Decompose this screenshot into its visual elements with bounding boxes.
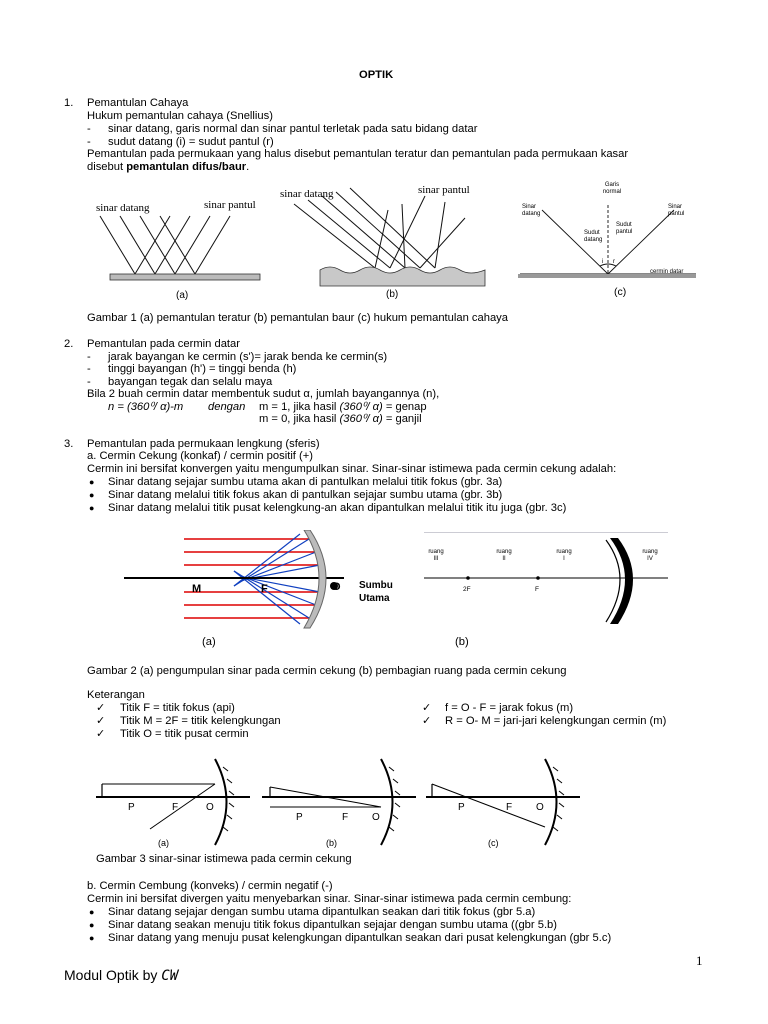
check-icon: ✓ (422, 702, 432, 714)
cond2-expr: (360⁰/ α) (339, 413, 383, 425)
bullet-icon: ● (89, 477, 95, 487)
figure-1b-diffuse-reflection (280, 182, 495, 302)
dash: - (87, 363, 91, 375)
section-2-heading: Pemantulan pada cermin datar (87, 338, 240, 350)
ruang-I: ruang I (556, 549, 572, 562)
keterangan-left-3: Titik O = titik pusat cermin (120, 728, 249, 740)
concave-bullet-3: Sinar datang melalui titik pusat kelengkung-an akan dipantulkan melalui titik itu juga (gbr. 3c) (108, 502, 567, 514)
bullet-icon: ● (89, 920, 95, 930)
convex-bullet-1: Sinar datang sejajar dengan sumbu utama dipantulkan seakan dari titik fokus (gbr 5.a) (108, 906, 536, 918)
ruang-IV: ruang IV (642, 549, 658, 562)
flat-mirror-item-3: bayangan tegak dan selalu maya (108, 376, 273, 388)
figure-2a-concave-converging (124, 530, 404, 636)
footer-author: CW (161, 968, 179, 984)
convex-description: Cermin ini bersifat divergen yaitu menyebarkan sinar. Sinar-sinar istimewa pada cermin cembung: (87, 893, 572, 905)
keterangan-right-2: R = O- M = jari-jari kelengkungan cermin (m) (445, 715, 667, 727)
fig-1a-tag: (a) (176, 290, 189, 301)
check-icon: ✓ (96, 715, 106, 727)
fig-3c-F: F (506, 802, 513, 813)
keterangan-left-1: Titik F = titik fokus (api) (120, 702, 235, 714)
formula-n: n = (360⁰/ α)-m (108, 401, 184, 413)
caption-gambar-2: Gambar 2 (a) pengumpulan sinar pada cermin cekung (b) pembagian ruang pada cermin cekung (87, 665, 567, 677)
dash: - (87, 376, 91, 388)
para2-prefix: disebut (87, 161, 127, 173)
fig-3b-F: F (342, 812, 349, 823)
label-O: O (332, 581, 341, 593)
label-sinar-pantul-b: sinar pantul (418, 184, 470, 196)
reflection-paragraph-2 (87, 161, 249, 174)
section-2-number: 2. (64, 338, 74, 350)
bullet-icon: ● (89, 933, 95, 943)
dash: - (87, 136, 91, 148)
label-F-b: F (535, 586, 539, 593)
cond1-pre: m = 1, jika hasil (259, 401, 337, 413)
label-cermin-datar: cermin datar (650, 269, 684, 275)
caption-gambar-3: Gambar 3 sinar-sinar istimewa pada cermin cekung (96, 853, 352, 865)
keterangan-heading: Keterangan (87, 689, 145, 701)
fig-3c-O: O (536, 802, 544, 813)
keterangan-right-1: f = O - F = jarak fokus (m) (445, 702, 574, 714)
law-item-1: sinar datang, garis normal dan sinar pantul terletak pada satu bidang datar (108, 123, 478, 135)
keterangan-left-2: Titik M = 2F = titik kelengkungan (120, 715, 281, 727)
concave-description: Cermin ini bersifat konvergen yaitu mengumpulkan sinar. Sinar-sinar istimewa pada cermin cekung adalah: (87, 463, 617, 475)
figure-1a-regular-reflection (90, 186, 270, 304)
label-sinar-datang-c: Sinar datang (522, 204, 541, 217)
footer-credit (64, 967, 178, 984)
ruang-II: ruang II (496, 549, 512, 562)
diffuse-term: pemantulan difus/baur (126, 161, 247, 173)
fig-3c-tag: (c) (488, 838, 499, 848)
label-2F: 2F (463, 586, 471, 593)
fig-3a-F: F (172, 802, 179, 813)
section-1-number: 1. (64, 97, 74, 109)
two-mirror-intro: Bila 2 buah cermin datar membentuk sudut α, jumlah bayangannya (n), (87, 388, 440, 400)
concave-bullet-1: Sinar datang sejajar sumbu utama akan di pantulkan melalui titik fokus (gbr. 3a) (108, 476, 503, 488)
dash: - (87, 351, 91, 363)
page-title: OPTIK (359, 69, 394, 81)
label-angle-i: i (602, 259, 604, 265)
label-M: M (192, 583, 202, 595)
fig-3b-P: P (296, 812, 303, 823)
convex-bullet-2: Sinar datang seakan menuju titik fokus dipantulkan sejajar dengan sumbu utama ((gbr 5.b) (108, 919, 558, 931)
figure-1c-law-of-reflection (518, 180, 698, 298)
law-item-2: sudut datang (i) = sudut pantul (r) (108, 136, 274, 148)
fig-3b-tag: (b) (326, 838, 337, 848)
concave-bullet-2: Sinar datang melalui titik fokus akan di pantulkan sejajar sumbu utama (gbr. 3b) (108, 489, 503, 501)
convex-bullet-3: Sinar datang yang menuju pusat kelengkungan dipantulkan seakan dari pusat kelengkungan (gbr 5.c) (108, 932, 612, 944)
fig-3b-O: O (372, 812, 380, 823)
section-3-number: 3. (64, 438, 74, 450)
bullet-icon: ● (89, 490, 95, 500)
snellius-law: Hukum pemantulan cahaya (Snellius) (87, 110, 273, 122)
label-sudut-pantul: Sudut pantul (616, 222, 633, 235)
para2-suffix: . (246, 161, 250, 173)
cond2-post: = ganjil (385, 413, 422, 425)
dash: - (87, 123, 91, 135)
reflection-paragraph-1: Pemantulan pada permukaan yang halus disebut pemantulan teratur dan pemantulan pada permukaan kasar (87, 148, 629, 160)
bullet-icon: ● (89, 907, 95, 917)
figure-3a-parallel-ray (90, 757, 250, 851)
cond1-post: = genap (385, 401, 427, 413)
fig-3a-tag: (a) (158, 838, 169, 848)
concave-subheading: a. Cermin Cekung (konkaf) / cermin positif (+) (87, 450, 314, 462)
condition-2 (259, 413, 422, 426)
cond1-expr: (360⁰/ α) (339, 401, 383, 413)
figure-3c-center-ray (420, 757, 580, 851)
label-sinar-datang-b: sinar datang (280, 188, 334, 200)
formula-dengan: dengan (208, 401, 246, 413)
figure-3b-focus-ray (256, 757, 416, 851)
flat-mirror-item-1: jarak bayangan ke cermin (s')= jarak benda ke cermin(s) (108, 351, 388, 363)
fig-2b-tag: (b) (455, 636, 469, 648)
convex-subheading: b. Cermin Cembung (konveks) / cermin negatif (-) (87, 880, 333, 892)
check-icon: ✓ (96, 702, 106, 714)
bullet-icon: ● (89, 503, 95, 513)
figure-2b-concave-regions (424, 532, 668, 634)
caption-gambar-1: Gambar 1 (a) pemantulan teratur (b) pemantulan baur (c) hukum pemantulan cahaya (87, 312, 508, 324)
label-angle-r: r (613, 259, 615, 265)
label-sumbu: Sumbu (359, 580, 393, 591)
check-icon: ✓ (96, 728, 106, 740)
label-F: F (261, 583, 268, 595)
label-garis-normal: Garis normal (602, 182, 622, 195)
check-icon: ✓ (422, 715, 432, 727)
cond2-pre: m = 0, jika hasil (259, 413, 337, 425)
fig-3a-O: O (206, 802, 214, 813)
label-sinar-pantul-a: sinar pantul (204, 199, 256, 211)
ruang-III: ruang III (428, 549, 444, 562)
fig-2a-tag: (a) (202, 636, 216, 648)
fig-1b-tag: (b) (386, 289, 399, 300)
fig-3c-P: P (458, 802, 465, 813)
section-3-heading: Pemantulan pada permukaan lengkung (sferis) (87, 438, 320, 450)
footer-text: Modul Optik by (64, 967, 162, 983)
fig-1c-tag: (c) (614, 286, 627, 298)
label-sinar-datang-a: sinar datang (96, 202, 150, 214)
label-sudut-datang: Sudut datang (584, 230, 603, 243)
flat-mirror-item-2: tinggi bayangan (h') = tinggi benda (h) (108, 363, 297, 375)
fig-3a-P: P (128, 802, 135, 813)
page-number: 1 (696, 953, 703, 968)
label-sinar-pantul-c: Sinar pantul (668, 204, 685, 217)
section-1-heading: Pemantulan Cahaya (87, 97, 189, 109)
label-utama: Utama (359, 593, 390, 604)
